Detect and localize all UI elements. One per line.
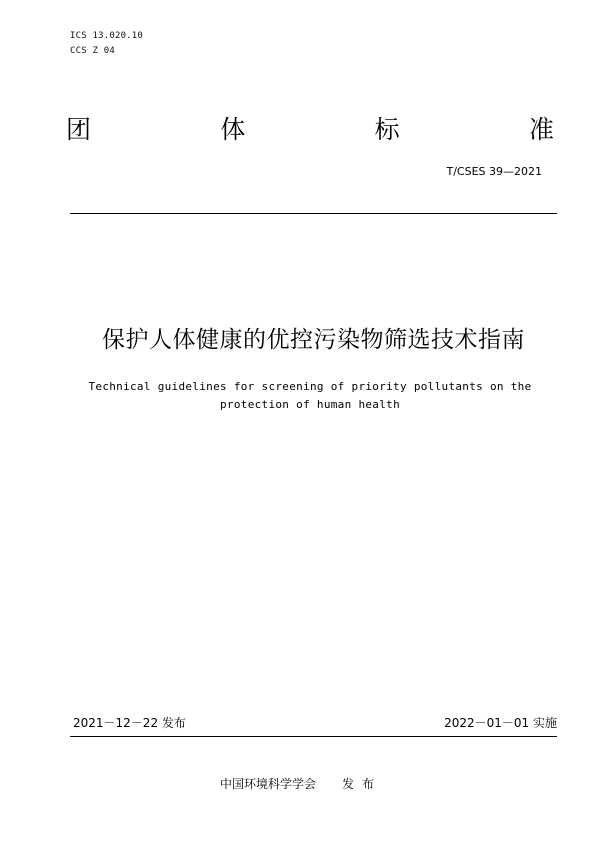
publisher-line [220, 776, 382, 792]
publisher-name: 中国环境科学学会 [220, 777, 317, 791]
top-divider [70, 213, 557, 214]
ics-code: ICS 13.020.10 [70, 31, 144, 41]
english-title-line: protection of human health [220, 398, 400, 411]
classification-codes [70, 29, 143, 59]
issue-date: 2021－12－22 发布 [73, 716, 186, 730]
standard-type-char: 标 [374, 115, 400, 144]
standard-type-char: 准 [528, 115, 554, 144]
standard-type-char: 体 [220, 115, 246, 144]
english-title-line: Technical guidelines for screening of priority pollutants on the [88, 380, 532, 393]
publisher-action: 发布 [342, 777, 383, 791]
bottom-divider [70, 736, 557, 737]
standard-type-char: 团 [66, 115, 92, 144]
standard-type-heading [66, 114, 554, 146]
english-title [60, 378, 560, 414]
ccs-code: CCS Z 04 [70, 46, 115, 56]
implementation-date: 2022－01－01 实施 [444, 716, 557, 730]
standard-number: T/CSES 39—2021 [446, 165, 542, 178]
chinese-title: 保护人体健康的优控污染物筛选技术指南 [102, 327, 525, 353]
